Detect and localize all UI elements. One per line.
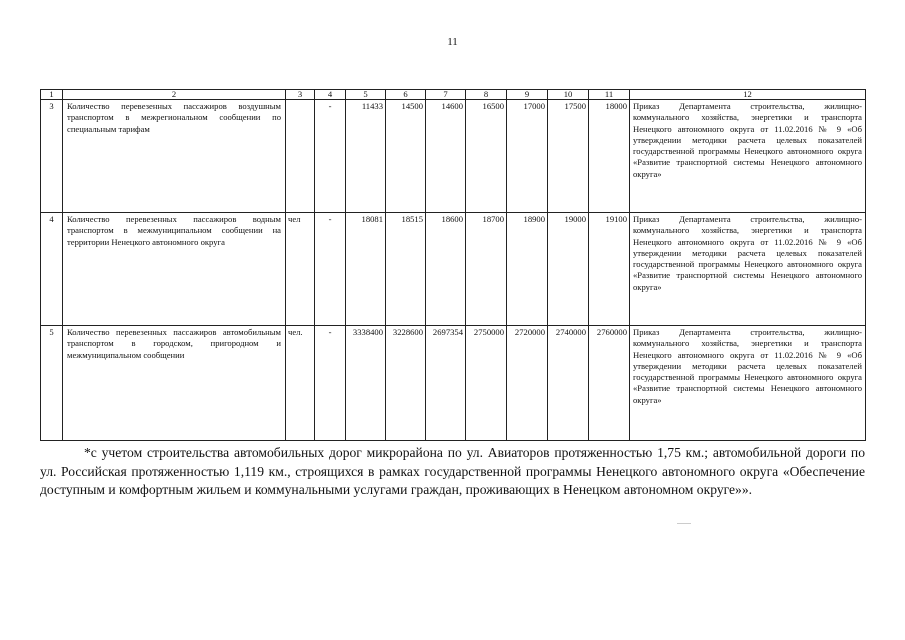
value-cell: 18600 [426,213,466,326]
value-cell: 16500 [466,100,507,213]
column-header: 12 [630,90,866,100]
base-value-cell: - [315,326,346,441]
column-header: 3 [286,90,315,100]
row-number: 4 [41,213,63,326]
value-cell: 18000 [589,100,630,213]
value-cell: 3338400 [346,326,386,441]
row-number: 5 [41,326,63,441]
value-cell: 3228600 [386,326,426,441]
base-value-cell: - [315,100,346,213]
table-row [41,213,866,326]
unit-cell: чел. [286,326,315,441]
column-header: 7 [426,90,466,100]
indicators-table [40,89,866,441]
indicator-description: Количество перевезенных пассажиров водным транспортом в межмуниципальном сообщении на территории Ненецкого автономного округа [63,213,286,326]
value-cell: 17500 [548,100,589,213]
source-cell: Приказ Департамента строительства, жилищно-коммунального хозяйства, энергетики и транспорта Ненецкого автономного округа от 11.02.2016 № 9 «Об утверждении методики расчета целевых показателей государственной программы Ненецкого автономного округа «Развитие транспортной системы Ненецкого автономного округа» [630,326,866,441]
value-cell: 2697354 [426,326,466,441]
value-cell: 2740000 [548,326,589,441]
value-cell: 18700 [466,213,507,326]
indicator-description: Количество перевезенных пассажиров автомобильным транспортом в городском, пригородном и межмуниципальном сообщении [63,326,286,441]
value-cell: 18515 [386,213,426,326]
unit-cell: чел [286,213,315,326]
row-number: 3 [41,100,63,213]
column-header: 10 [548,90,589,100]
value-cell: 18081 [346,213,386,326]
value-cell: 19000 [548,213,589,326]
value-cell: 17000 [507,100,548,213]
value-cell: 18900 [507,213,548,326]
scan-artifact [677,523,691,524]
source-cell: Приказ Департамента строительства, жилищно-коммунального хозяйства, энергетики и транспорта Ненецкого автономного округа от 11.02.2016 № 9 «Об утверждении методики расчета целевых показателей государственной программы Ненецкого автономного округа «Развитие транспортной системы Ненецкого автономного округа» [630,213,866,326]
table-row [41,326,866,441]
value-cell: 19100 [589,213,630,326]
value-cell: 14600 [426,100,466,213]
column-header: 4 [315,90,346,100]
column-header: 9 [507,90,548,100]
table-header-row [41,90,866,100]
source-cell: Приказ Департамента строительства, жилищно-коммунального хозяйства, энергетики и транспорта Ненецкого автономного округа от 11.02.2016 № 9 «Об утверждении методики расчета целевых показателей государственной программы Ненецкого автономного округа «Развитие транспортной системы Ненецкого автономного округа» [630,100,866,213]
base-value-cell: - [315,213,346,326]
column-header: 11 [589,90,630,100]
page-number: 11 [447,36,458,48]
value-cell: 11433 [346,100,386,213]
value-cell: 2750000 [466,326,507,441]
unit-cell [286,100,315,213]
column-header: 8 [466,90,507,100]
column-header: 1 [41,90,63,100]
value-cell: 14500 [386,100,426,213]
column-header: 6 [386,90,426,100]
indicator-description: Количество перевезенных пассажиров воздушным транспортом в межрегиональном сообщении по специальным тарифам [63,100,286,213]
value-cell: 2760000 [589,326,630,441]
footnote: *с учетом строительства автомобильных дорог микрорайона по ул. Авиаторов протяженностью 1,75 км.; автомобильной дороги по ул. Российская протяженностью 1,119 км., строящихся в рамках государственной программы Ненецкого автономного округа «Обеспечение доступным и комфортным жильем и коммунальными услугами граждан, проживающих в Ненецком автономном округе»». [40,445,865,497]
column-header: 5 [346,90,386,100]
value-cell: 2720000 [507,326,548,441]
table-row [41,100,866,213]
column-header: 2 [63,90,286,100]
